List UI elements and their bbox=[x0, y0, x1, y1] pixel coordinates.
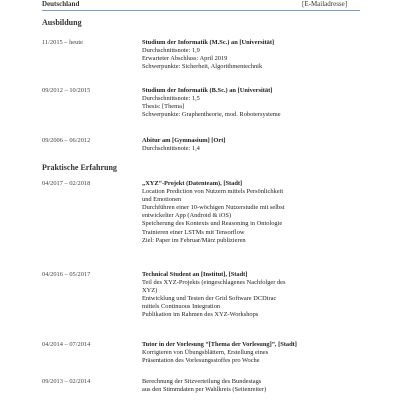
entry-body bbox=[142, 137, 376, 153]
entry-line: Entwicklung und Testen der Grid Software DCDirac bbox=[142, 295, 277, 303]
education-entry bbox=[42, 39, 372, 73]
entry-line: Trainieren einer LSTMs mit Tensorflow bbox=[142, 228, 245, 236]
section-title-ausbildung: Ausbildung bbox=[42, 18, 82, 27]
entry-line: Ziel: Paper im Februar/März publizieren bbox=[142, 236, 246, 244]
entry-line: Publikation im Rahmen des XYZ-Workshops bbox=[142, 311, 259, 319]
entry-line: Durchführen einer 10-wöchigen Nutzerstudie mit selbst bbox=[142, 204, 285, 212]
entry-line: Durchschnittsnote: 1,5 bbox=[142, 95, 200, 103]
header-divider bbox=[42, 10, 360, 11]
experience-entry bbox=[42, 271, 372, 323]
entry-date: 09/2006 – 06/2012 bbox=[42, 137, 91, 144]
entry-title: Abitur am [Gymnasium] [Ort] bbox=[142, 137, 226, 144]
entry-line: XYZ) bbox=[142, 287, 158, 295]
education-entry bbox=[42, 87, 372, 121]
experience-entry bbox=[42, 180, 372, 244]
entry-date: 11/2015 – heute bbox=[42, 39, 83, 46]
header-country: Deutschland bbox=[42, 0, 80, 8]
entry-line: mittels Continuous Integration bbox=[142, 303, 221, 311]
entry-title: Studium der Informatik (B.Sc.) an [Universität] bbox=[142, 87, 273, 94]
education-entry bbox=[42, 137, 372, 155]
entry-body bbox=[142, 87, 376, 119]
entry-line: Durchschnittsnote: 1,4 bbox=[142, 145, 200, 153]
entry-line: und Emotionen bbox=[142, 196, 182, 204]
entry-line: Thesis: [Thema] bbox=[142, 103, 185, 111]
experience-entry bbox=[42, 341, 372, 367]
entry-title: Tutor in der Vorlesung “[Thema der Vorlesung]”, [Stadt] bbox=[142, 341, 297, 348]
entry-title: Studium der Informatik (M.Sc.) an [Universität] bbox=[142, 39, 275, 46]
entry-line: entwickelter App (Android & iOS) bbox=[142, 212, 232, 220]
entry-body bbox=[142, 39, 376, 71]
entry-line: Schwerpunkte: Sicherheit, Algorithmentechnik bbox=[142, 63, 263, 71]
entry-date: 09/2012 – 10/2015 bbox=[42, 87, 91, 94]
entry-line: aus den Stimmdaten per Wahlkreis (Seitenreiter) bbox=[142, 386, 267, 394]
header-line bbox=[0, 0, 400, 14]
header-email: [E-Mailadresse] bbox=[302, 0, 348, 8]
entry-line: Präsentation des Vorlesungsstoffes pro Woche bbox=[142, 357, 260, 365]
entry-line: Speicherung des Kontexts und Reasoning in Ontologie bbox=[142, 220, 283, 228]
entry-date: 04/2016 – 05/2017 bbox=[42, 271, 91, 278]
experience-entry bbox=[42, 378, 372, 398]
entry-title: „XYZ“-Projekt (Datenteam), [Stadt] bbox=[142, 180, 243, 187]
entry-body bbox=[142, 378, 376, 394]
section-title-praxis: Praktische Erfahrung bbox=[42, 163, 117, 172]
entry-date: 04/2017 – 02/2018 bbox=[42, 180, 91, 187]
entry-line: Teil des XYZ-Projekts (eingeschlagenes Nachfolger des bbox=[142, 279, 286, 287]
entry-line: Durchschnittsnote: 1,9 bbox=[142, 47, 200, 55]
entry-body bbox=[142, 341, 376, 365]
entry-body bbox=[142, 180, 376, 245]
entry-line: Erwarteter Abschluss: April 2019 bbox=[142, 55, 228, 63]
entry-body bbox=[142, 271, 376, 320]
entry-line: Schwerpunkte: Graphentheorie, mod. Robotersysteme bbox=[142, 111, 281, 119]
entry-date: 09/2013 – 02/2014 bbox=[42, 378, 91, 385]
entry-title: Technical Student an [Institut], [Stadt] bbox=[142, 271, 248, 278]
entry-line: Korrigieren von Übungsblättern, Erstellung eines bbox=[142, 349, 269, 357]
entry-line: Location Prediction von Nutzern mittels Persönlichkeit bbox=[142, 188, 284, 196]
entry-date: 04/2014 – 07/2014 bbox=[42, 341, 91, 348]
entry-line: Berechnung der Sitzverteilung des Bundestags bbox=[142, 378, 262, 385]
